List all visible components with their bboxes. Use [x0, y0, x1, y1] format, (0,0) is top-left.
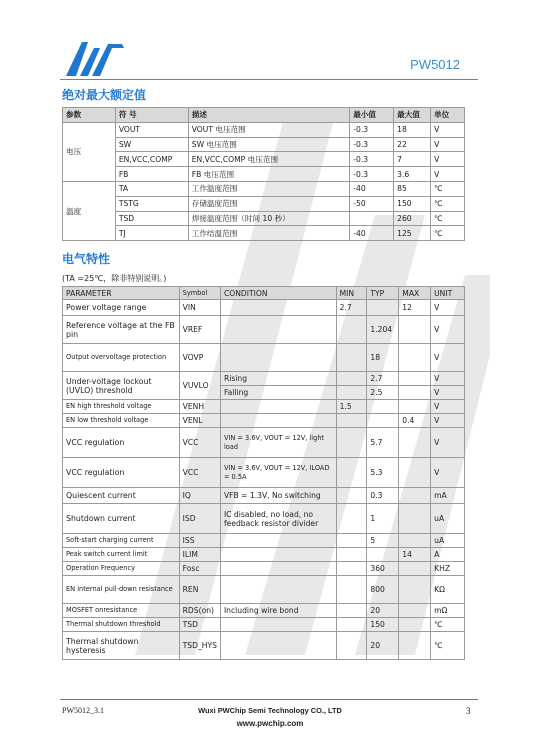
test-condition-note: (TA =25℃，除非特别说明。)	[62, 274, 167, 283]
table-row	[63, 504, 465, 534]
group-label-voltage: 电压	[63, 122, 116, 181]
header-cell: CONDITION	[220, 287, 336, 300]
table-row	[63, 372, 465, 386]
max-cell	[399, 632, 431, 660]
description-cell: 焊接温度范围（时间 10 秒）	[188, 211, 350, 226]
typ-cell	[367, 414, 399, 428]
header-divider	[60, 79, 478, 80]
table-row	[63, 562, 465, 576]
table-row	[63, 316, 465, 344]
min-cell	[336, 458, 367, 488]
param-cell: Shutdown current	[63, 504, 180, 534]
param-cell: Operation Frequency	[63, 562, 180, 576]
symbol-cell: VCC	[179, 428, 220, 458]
table-row	[63, 167, 465, 182]
min-cell	[336, 386, 367, 400]
condition-cell	[220, 618, 336, 632]
table-row	[63, 137, 465, 152]
symbol-cell: VOVP	[179, 344, 220, 372]
param-cell: Thermal shutdown threshold	[63, 618, 180, 632]
max-cell	[399, 400, 431, 414]
min-cell: -0.3	[350, 137, 394, 152]
typ-cell: 2.5	[367, 386, 399, 400]
unit-cell: ℃	[431, 211, 465, 226]
electrical-characteristics-table	[62, 286, 465, 660]
max-cell	[399, 428, 431, 458]
unit-cell: uA	[431, 504, 465, 534]
condition-cell	[220, 344, 336, 372]
footer-company: Wuxi PWChip Semi Technology CO., LTD	[198, 706, 342, 715]
min-cell	[336, 562, 367, 576]
condition-cell: IC disabled, no load, no feedback resistor divider	[220, 504, 336, 534]
table-row	[63, 548, 465, 562]
min-cell: -50	[350, 196, 394, 211]
header-cell: PARAMETER	[63, 287, 180, 300]
max-cell	[399, 576, 431, 604]
min-cell	[336, 504, 367, 534]
min-cell: -0.3	[350, 152, 394, 167]
unit-cell: mA	[431, 488, 465, 504]
symbol-cell: EN,VCC,COMP	[115, 152, 188, 167]
param-cell: Under-voltage lockout (UVLO) threshold	[63, 372, 180, 400]
param-cell: MOSFET onresistance	[63, 604, 180, 618]
condition-cell	[220, 400, 336, 414]
description-cell: VOUT 电压范围	[188, 122, 350, 137]
min-cell: 2.7	[336, 300, 367, 316]
description-cell: EN,VCC,COMP 电压范围	[188, 152, 350, 167]
header-cell: 符 号	[115, 108, 188, 123]
unit-cell: V	[431, 458, 465, 488]
max-cell: 12	[399, 300, 431, 316]
min-cell	[350, 211, 394, 226]
max-cell: 85	[394, 181, 431, 196]
typ-cell: 1.204	[367, 316, 399, 344]
unit-cell: V	[431, 400, 465, 414]
param-cell: VCC regulation	[63, 458, 180, 488]
symbol-cell: FB	[115, 167, 188, 182]
table-header-row	[63, 287, 465, 300]
unit-cell: KHZ	[431, 562, 465, 576]
min-cell: -40	[350, 226, 394, 241]
typ-cell: 0.3	[367, 488, 399, 504]
param-cell: VCC regulation	[63, 428, 180, 458]
symbol-cell: VUVLO	[179, 372, 220, 400]
absolute-max-table	[62, 107, 465, 241]
symbol-cell: Fosc	[179, 562, 220, 576]
condition-cell: Rising	[220, 372, 336, 386]
description-cell: 存储温度范围	[188, 196, 350, 211]
min-cell	[336, 414, 367, 428]
table-row	[63, 414, 465, 428]
table-row	[63, 488, 465, 504]
table-row	[63, 152, 465, 167]
param-cell: EN internal pull-down resistance	[63, 576, 180, 604]
typ-cell: 150	[367, 618, 399, 632]
max-cell: 0.4	[399, 414, 431, 428]
footer-divider	[60, 699, 478, 700]
max-cell: 3.6	[394, 167, 431, 182]
typ-cell: 800	[367, 576, 399, 604]
unit-cell: KΩ	[431, 576, 465, 604]
unit-cell: ℃	[431, 196, 465, 211]
symbol-cell: TSTG	[115, 196, 188, 211]
max-cell: 260	[394, 211, 431, 226]
description-cell: 工作温度范围	[188, 181, 350, 196]
param-cell: Thermal shutdown hysteresis	[63, 632, 180, 660]
condition-cell	[220, 534, 336, 548]
condition-cell	[220, 562, 336, 576]
max-cell	[399, 372, 431, 386]
min-cell: -40	[350, 181, 394, 196]
min-cell: 1.5	[336, 400, 367, 414]
symbol-cell: TSD	[179, 618, 220, 632]
symbol-cell: VENL	[179, 414, 220, 428]
unit-cell: V	[431, 167, 465, 182]
typ-cell	[367, 400, 399, 414]
max-cell: 22	[394, 137, 431, 152]
min-cell	[336, 344, 367, 372]
max-cell	[399, 458, 431, 488]
typ-cell: 5.7	[367, 428, 399, 458]
symbol-cell: VCC	[179, 458, 220, 488]
min-cell	[336, 428, 367, 458]
symbol-cell: RDS(on)	[179, 604, 220, 618]
table-row	[63, 576, 465, 604]
min-cell: -0.3	[350, 122, 394, 137]
unit-cell: ℃	[431, 181, 465, 196]
symbol-cell: SW	[115, 137, 188, 152]
max-cell: 18	[394, 122, 431, 137]
unit-cell: V	[431, 386, 465, 400]
max-cell	[399, 504, 431, 534]
max-cell	[399, 604, 431, 618]
header-cell: 描述	[188, 108, 350, 123]
header-cell: Symbol	[179, 287, 220, 300]
max-cell: 14	[399, 548, 431, 562]
table-header-row	[63, 108, 465, 123]
max-cell	[399, 562, 431, 576]
max-cell	[399, 618, 431, 632]
symbol-cell: TSD_HYS	[179, 632, 220, 660]
footer-doc-id: PW5012_3.1	[62, 706, 104, 715]
unit-cell: V	[431, 137, 465, 152]
symbol-cell: TA	[115, 181, 188, 196]
table-row	[63, 300, 465, 316]
typ-cell: 1	[367, 504, 399, 534]
typ-cell: 2.7	[367, 372, 399, 386]
unit-cell: V	[431, 372, 465, 386]
symbol-cell: ILIM	[179, 548, 220, 562]
header-cell: MIN	[336, 287, 367, 300]
unit-cell: A	[431, 548, 465, 562]
max-cell: 150	[394, 196, 431, 211]
min-cell	[336, 576, 367, 604]
table-row	[63, 400, 465, 414]
section-title-electrical: 电气特性	[62, 252, 111, 266]
group-label-temperature: 温度	[63, 181, 116, 240]
description-cell: FB 电压范围	[188, 167, 350, 182]
symbol-cell: TJ	[115, 226, 188, 241]
condition-cell	[220, 576, 336, 604]
header-cell: 参数	[63, 108, 116, 123]
symbol-cell: VREF	[179, 316, 220, 344]
max-cell	[399, 534, 431, 548]
max-cell	[399, 488, 431, 504]
param-cell: Reference voltage at the FB pin	[63, 316, 180, 344]
symbol-cell: IQ	[179, 488, 220, 504]
min-cell	[336, 548, 367, 562]
table-row	[63, 181, 465, 196]
typ-cell: 5	[367, 534, 399, 548]
typ-cell: 360	[367, 562, 399, 576]
symbol-cell: VENH	[179, 400, 220, 414]
unit-cell: mΩ	[431, 604, 465, 618]
max-cell	[399, 344, 431, 372]
table-row	[63, 604, 465, 618]
condition-cell	[220, 632, 336, 660]
max-cell: 125	[394, 226, 431, 241]
table-row	[63, 618, 465, 632]
unit-cell: V	[431, 428, 465, 458]
unit-cell: V	[431, 122, 465, 137]
table-row	[63, 122, 465, 137]
condition-cell: VIN = 3.6V, VOUT = 12V, light load	[220, 428, 336, 458]
table-row	[63, 226, 465, 241]
company-logo	[62, 38, 132, 78]
param-cell: Peak switch current limit	[63, 548, 180, 562]
min-cell	[336, 488, 367, 504]
symbol-cell: REN	[179, 576, 220, 604]
min-cell: -0.3	[350, 167, 394, 182]
max-cell: 7	[394, 152, 431, 167]
condition-cell: Falling	[220, 386, 336, 400]
header-cell: 最大值	[394, 108, 431, 123]
min-cell	[336, 534, 367, 548]
table-row	[63, 632, 465, 660]
table-row	[63, 196, 465, 211]
table-row	[63, 211, 465, 226]
condition-cell: VFB = 1.3V, No switching	[220, 488, 336, 504]
table-row	[63, 458, 465, 488]
header-cell: UNIT	[431, 287, 465, 300]
param-cell: Soft-start charging current	[63, 534, 180, 548]
param-cell: EN high threshold voltage	[63, 400, 180, 414]
footer-url: www.pwchip.com	[236, 719, 304, 728]
table-row	[63, 534, 465, 548]
min-cell	[336, 372, 367, 386]
unit-cell: V	[431, 152, 465, 167]
param-cell: EN low threshold voltage	[63, 414, 180, 428]
table-row	[63, 344, 465, 372]
table-row	[63, 428, 465, 458]
condition-cell	[220, 414, 336, 428]
typ-cell: 20	[367, 604, 399, 618]
symbol-cell: ISS	[179, 534, 220, 548]
param-cell: Output overvoltage protection	[63, 344, 180, 372]
param-cell: Quiescent current	[63, 488, 180, 504]
condition-cell: VIN = 3.6V, VOUT = 12V, ILOAD = 0.5A	[220, 458, 336, 488]
header-cell: 最小值	[350, 108, 394, 123]
unit-cell: V	[431, 414, 465, 428]
condition-cell	[220, 316, 336, 344]
header-cell: TYP	[367, 287, 399, 300]
typ-cell: 5.3	[367, 458, 399, 488]
unit-cell: ℃	[431, 618, 465, 632]
min-cell	[336, 618, 367, 632]
symbol-cell: VIN	[179, 300, 220, 316]
typ-cell: 18	[367, 344, 399, 372]
unit-cell: ℃	[431, 632, 465, 660]
section-title-absolute-max: 绝对最大额定值	[62, 88, 147, 102]
part-number: PW5012	[410, 57, 460, 72]
condition-cell	[220, 300, 336, 316]
unit-cell: uA	[431, 534, 465, 548]
description-cell: 工作结温范围	[188, 226, 350, 241]
typ-cell	[367, 300, 399, 316]
param-cell: Power voltage range	[63, 300, 180, 316]
max-cell	[399, 386, 431, 400]
page-number: 3	[466, 706, 471, 716]
symbol-cell: ISD	[179, 504, 220, 534]
unit-cell: V	[431, 316, 465, 344]
unit-cell: V	[431, 300, 465, 316]
typ-cell	[367, 548, 399, 562]
min-cell	[336, 604, 367, 618]
description-cell: SW 电压范围	[188, 137, 350, 152]
unit-cell: V	[431, 344, 465, 372]
header-cell: MAX	[399, 287, 431, 300]
symbol-cell: VOUT	[115, 122, 188, 137]
min-cell	[336, 632, 367, 660]
max-cell	[399, 316, 431, 344]
header-cell: 单位	[431, 108, 465, 123]
condition-cell: Including wire bond	[220, 604, 336, 618]
condition-cell	[220, 548, 336, 562]
symbol-cell: TSD	[115, 211, 188, 226]
unit-cell: ℃	[431, 226, 465, 241]
min-cell	[336, 316, 367, 344]
typ-cell: 20	[367, 632, 399, 660]
